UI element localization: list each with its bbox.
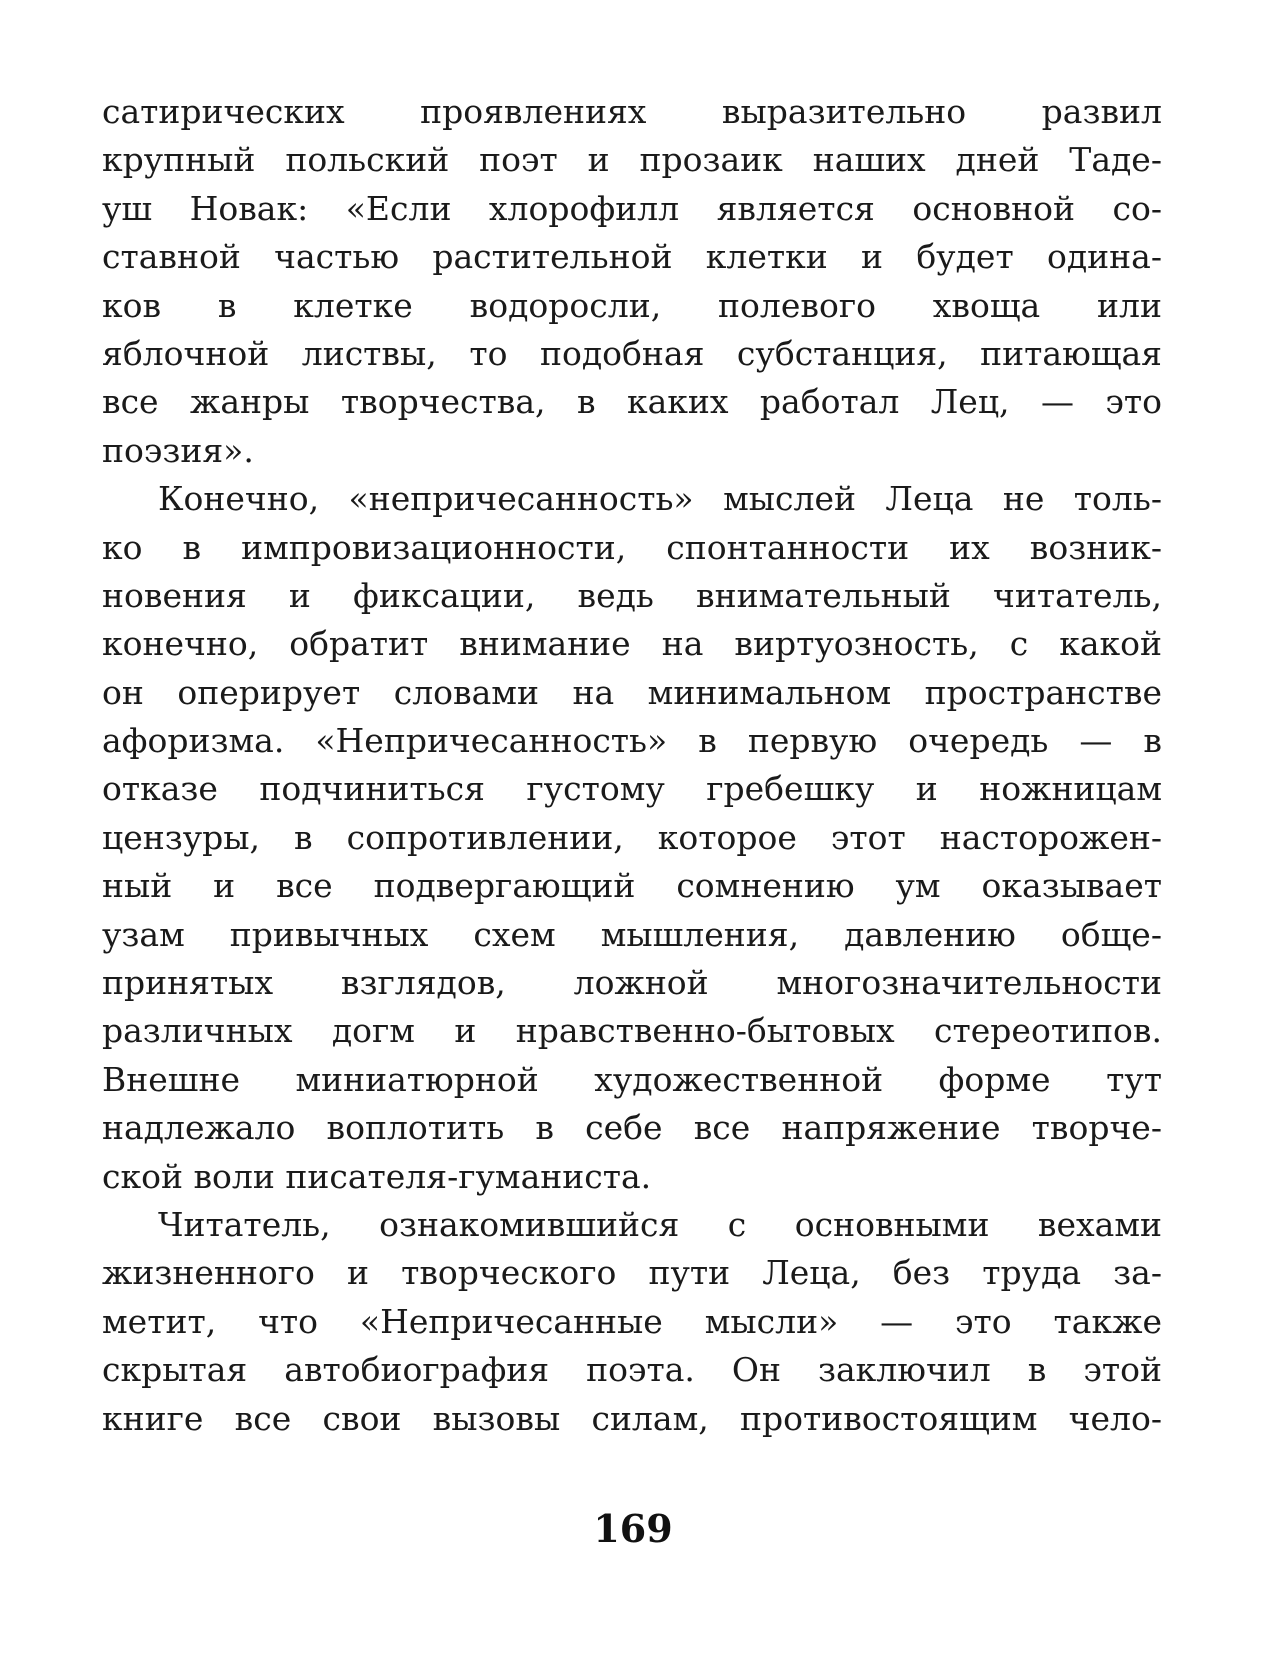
text-line: сатирических проявлениях выразительно развил	[102, 92, 1162, 131]
text-line: ко в импровизационности, спонтанности их возник-	[102, 527, 1162, 567]
text-line: книге все свои вызовы силам, противостоящим чело-	[102, 1398, 1162, 1438]
text-line: различных догм и нравственно-бытовых стереотипов.	[102, 1011, 1162, 1051]
text-line: уш Новак: «Если хлорофилл является основной со-	[102, 188, 1162, 228]
text-line: Конечно, «непричесанность» мыслей Леца не толь-	[158, 479, 1162, 519]
text-line: жизненного и творческого пути Леца, без труда за-	[102, 1253, 1162, 1293]
text-line: ской воли писателя-гуманиста.	[102, 1156, 652, 1196]
text-line: афоризма. «Непричесанность» в первую очередь — в	[102, 721, 1162, 761]
text-line: цензуры, в сопротивлении, которое этот насторожен-	[102, 817, 1162, 857]
text-line: надлежало воплотить в себе все напряжение творче-	[102, 1108, 1162, 1148]
text-line: конечно, обратит внимание на виртуозность, с какой	[102, 624, 1162, 664]
text-line: отказе подчиниться густому гребешку и ножницам	[102, 769, 1162, 809]
text-line: узам привычных схем мышления, давлению обще-	[102, 914, 1162, 954]
body-text	[102, 88, 1162, 1443]
text-line: ков в клетке водоросли, полевого хвоща или	[102, 285, 1162, 325]
text-line: скрытая автобиография поэта. Он заключил в этой	[102, 1350, 1162, 1390]
text-line: ставной частью растительной клетки и будет одина-	[102, 237, 1162, 277]
text-line: он оперирует словами на минимальном пространстве	[102, 672, 1162, 712]
page-number: 169	[593, 1506, 673, 1551]
text-line: метит, что «Непричесанные мысли» — это также	[102, 1301, 1162, 1341]
text-line: новения и фиксации, ведь внимательный читатель,	[102, 575, 1162, 615]
text-line: крупный польский поэт и прозаик наших дней Таде-	[102, 140, 1162, 180]
text-line: ный и все подвергающий сомнению ум оказывает	[102, 866, 1162, 906]
text-line: все жанры творчества, в каких работал Лец, — это	[102, 382, 1162, 422]
text-line: Читатель, ознакомившийся с основными вехами	[158, 1204, 1162, 1244]
text-line: принятых взглядов, ложной многозначительности	[102, 963, 1162, 1003]
text-line: Внешне миниатюрной художественной форме тут	[102, 1059, 1162, 1099]
text-line: яблочной листвы, то подобная субстанция, питающая	[102, 333, 1162, 373]
text-line: поэзия».	[102, 430, 254, 470]
